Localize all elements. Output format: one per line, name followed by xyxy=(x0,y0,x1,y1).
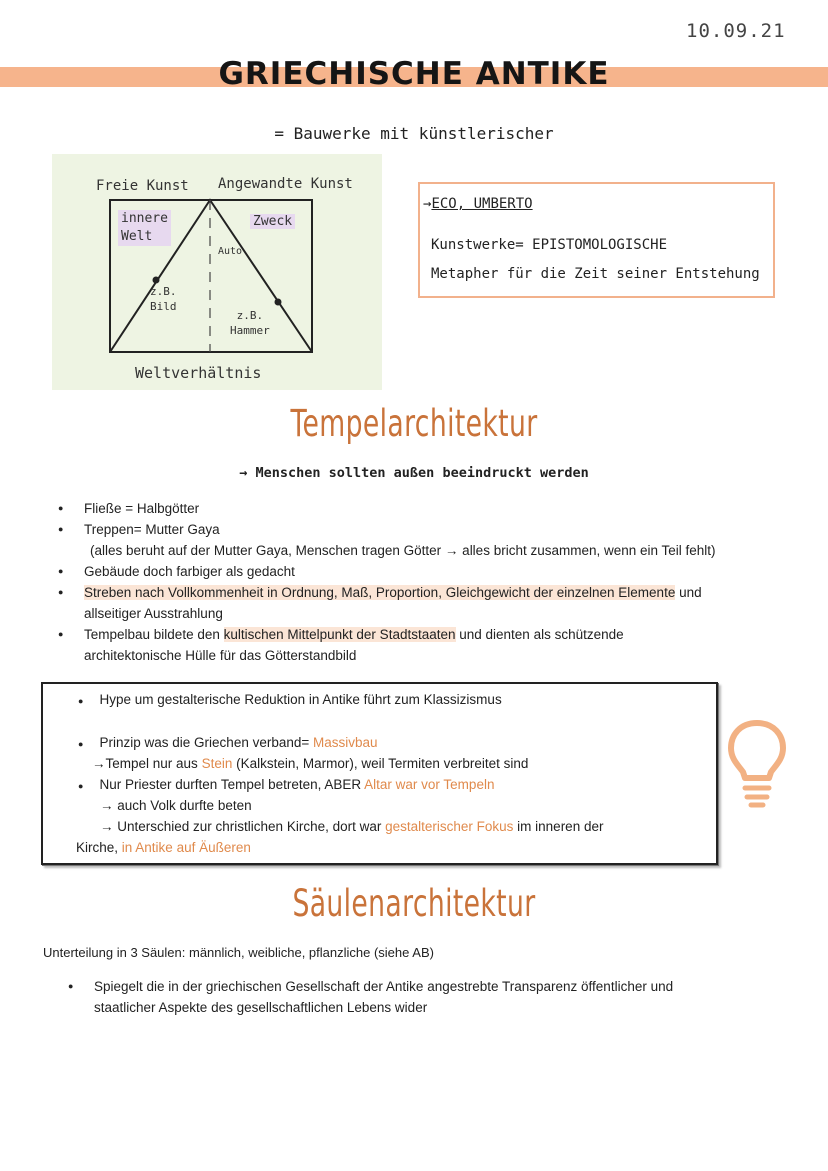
diagram-label-inner-world: innere Welt xyxy=(118,210,171,246)
diagram-label-auto: Auto xyxy=(218,246,243,257)
box-line-2: ● Prinzip was die Griechen verband= Massivbau xyxy=(78,735,378,750)
diagram-label-free-art: Freie Kunst xyxy=(96,178,189,194)
lightbulb-icon xyxy=(726,718,788,810)
list-item: ● Gebäude doch farbiger als gedacht xyxy=(58,561,818,582)
diagram-label-example-hammer: z.B. Hammer xyxy=(230,309,270,337)
saeulen-bullet: ● Spiegelt die in der griechischen Gesellschaft der Antike angestrebte Transparenz öffentlicher und staatlicher Aspekte des gesellschaftlichen Lebens wider xyxy=(68,979,674,1015)
box-line-3: →Tempel nur aus Stein (Kalkstein, Marmor), weil Termiten verbreitet sind xyxy=(92,756,529,771)
list-item: ● Fließe = Halbgötter xyxy=(58,498,818,519)
list-item-continuation: (alles beruht auf der Mutter Gaya, Menschen tragen Götter → alles bricht zusammen, wenn ein Teil fehlt) xyxy=(90,543,716,558)
eco-line-1: Kunstwerke= EPISTOMOLOGISCHE xyxy=(431,237,668,253)
date: 10.09.21 xyxy=(686,20,786,42)
list-item-continuation: architektonische Hülle für das Götterstandbild xyxy=(84,648,357,663)
list-item-continuation: allseitiger Ausstrahlung xyxy=(84,606,223,621)
box-line-4: ● Nur Priester durften Tempel betreten, ABER Altar war vor Tempeln xyxy=(78,777,495,792)
box-line-6: → Unterschied zur christlichen Kirche, dort war gestalterischer Fokus im inneren der xyxy=(100,819,604,834)
tempel-bullet-list xyxy=(58,498,818,666)
eco-author: →ECO, UMBERTO xyxy=(423,196,533,212)
subtitle: = Bauwerke mit künstlerischer xyxy=(274,124,554,143)
tempel-tagline: → Menschen sollten außen beeindruckt werden xyxy=(239,465,589,481)
section-heading-tempel: Tempelarchitektur xyxy=(290,402,538,445)
box-line-5: → auch Volk durfte beten xyxy=(100,798,252,813)
list-item: ● Tempelbau bildete den kultischen Mittelpunkt der Stadtstaaten und dienten als schützende xyxy=(58,624,818,645)
diagram-label-applied-art: Angewandte Kunst xyxy=(218,176,353,192)
box-line-7: Kirche, in Antike auf Äußeren xyxy=(76,840,251,855)
page-title: GRIECHISCHE ANTIKE xyxy=(218,56,610,92)
diagram-dot-right xyxy=(275,299,282,306)
section-heading-saeulen: Säulenarchitektur xyxy=(292,882,536,925)
list-item: ● Treppen= Mutter Gaya xyxy=(58,519,818,540)
diagram-label-world-relation: Weltverhältnis xyxy=(135,364,262,382)
diagram-label-purpose: Zweck xyxy=(250,214,295,229)
eco-line-2: Metapher für die Zeit seiner Entstehung xyxy=(431,266,760,282)
diagram-dot-left xyxy=(153,277,160,284)
list-item: ● Streben nach Vollkommenheit in Ordnung, Maß, Proportion, Gleichgewicht der einzelnen Elemente und xyxy=(58,582,818,603)
saeulen-intro: Unterteilung in 3 Säulen: männlich, weibliche, pflanzliche (siehe AB) xyxy=(43,945,434,960)
diagram-label-example-picture: z.B. Bild xyxy=(150,285,177,313)
box-line-1: ● Hype um gestalterische Reduktion in Antike führt zum Klassizismus xyxy=(78,692,502,707)
